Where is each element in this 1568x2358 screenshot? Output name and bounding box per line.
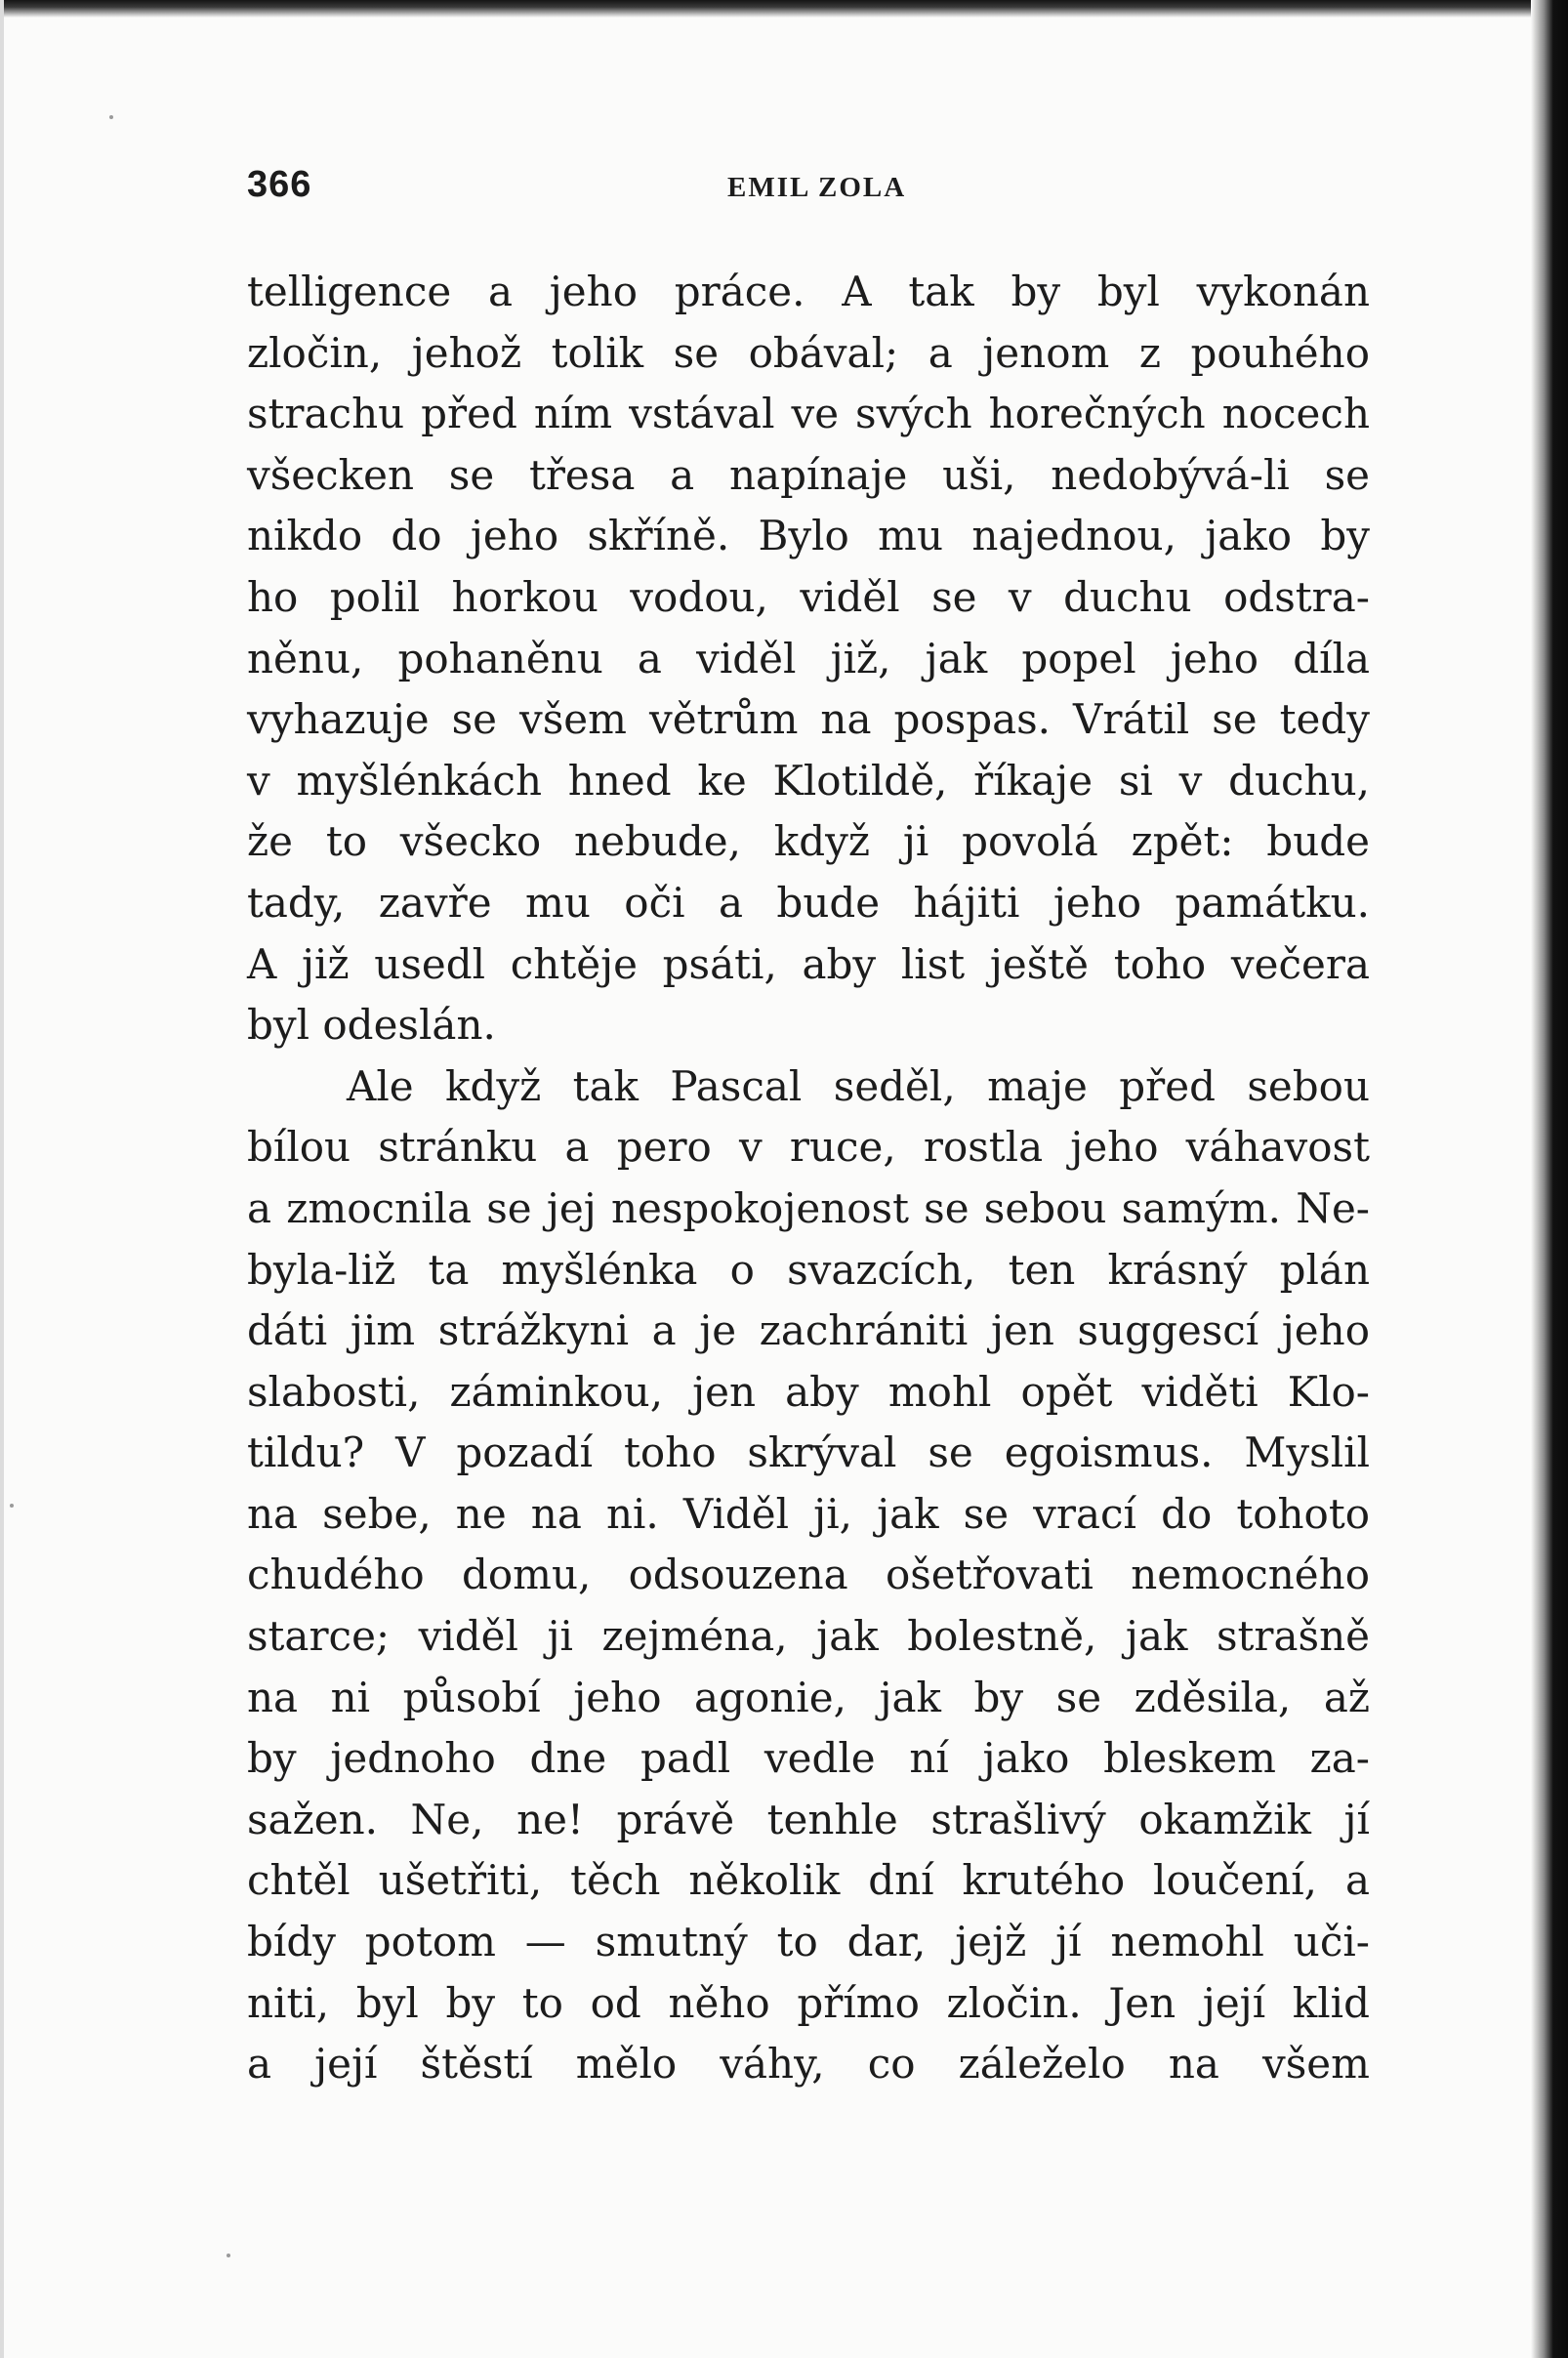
text-line: Ale když tak Pascal seděl, maje před sebou (347, 1061, 1370, 1110)
text-line: bídy potom — smutný to dar, jejž jí nemohl uči- (247, 1918, 1370, 1966)
text-line: by jednoho dne padl vedle ní jako bleskem za- (247, 1734, 1370, 1783)
text-line: na ni působí jeho agonie, jak by se zděsila, až (247, 1673, 1370, 1721)
text-line: chudého domu, odsouzena ošetřovati nemocného (247, 1551, 1370, 1599)
text-line: byla-liž ta myšlénka o svazcích, ten krásný plán (247, 1245, 1370, 1294)
scan-top-edge (0, 0, 1568, 18)
text-line: a její štěstí mělo váhy, co záleželo na všem (247, 2040, 1370, 2089)
text-line: ho polil horkou vodou, viděl se v duchu odstra- (247, 572, 1370, 621)
text-line: na sebe, ne na ni. Viděl ji, jak se vrací do tohoto (247, 1489, 1370, 1538)
text-line: sažen. Ne, ne! právě tenhle strašlivý okamžik jí (247, 1795, 1370, 1843)
text-line: v myšlénkách hned ke Klotildě, říkaje si v duchu, (247, 756, 1370, 805)
text-line: nikdo do jeho skříně. Bylo mu najednou, jako by (247, 512, 1370, 560)
paragraph-2 (247, 1056, 1370, 2095)
text-line: bílou stránku a pero v ruce, rostla jeho váhavost (247, 1123, 1370, 1172)
paragraph-1 (247, 262, 1370, 1056)
dust-speck (109, 115, 113, 119)
text-line: A již usedl chtěje psáti, aby list ještě toho večera (247, 939, 1370, 988)
scan-right-edge (1531, 0, 1568, 2358)
body-text (247, 262, 1370, 2095)
text-line: zločin, jehož tolik se obával; a jenom z pouhého (247, 328, 1370, 377)
text-line: tildu? V pozadí toho skrýval se egoismus. Myslil (247, 1428, 1370, 1477)
text-line: niti, byl by to od něho přímo zločin. Jen její klid (247, 1978, 1370, 2027)
text-line: všecken se třesa a napínaje uši, nedobývá-li se (247, 450, 1370, 499)
scan-left-edge (0, 0, 4, 2358)
text-line: chtěl ušetřiti, těch několik dní krutého loučení, a (247, 1856, 1370, 1905)
text-line: telligence a jeho práce. A tak by byl vykonán (247, 268, 1370, 315)
page-header (247, 164, 1370, 213)
page-number: 366 (247, 164, 312, 205)
text-line: tady, zavře mu oči a bude hájiti jeho památku. (247, 878, 1370, 927)
text-line: slabosti, záminkou, jen aby mohl opět viděti Klo- (247, 1367, 1370, 1416)
text-line: byl odeslán. (247, 1001, 496, 1050)
text-line: strachu před ním vstával ve svých horečných nocech (247, 390, 1370, 438)
running-head: EMIL ZOLA (727, 172, 907, 203)
text-line: vyhazuje se všem větrům na pospas. Vrátil se tedy (247, 695, 1370, 744)
text-line: a zmocnila se jej nespokojenost se sebou samým. Ne- (247, 1183, 1370, 1232)
text-line: starce; viděl ji zejména, jak bolestně, jak strašně (247, 1612, 1370, 1661)
text-line: něnu, pohaněnu a viděl již, jak popel jeho díla (247, 634, 1370, 683)
dust-speck (227, 2254, 230, 2257)
text-line: dáti jim strážkyni a je zachrániti jen suggescí jeho (247, 1306, 1370, 1355)
text-line: že to všecko nebude, když ji povolá zpět: bude (247, 817, 1370, 866)
dust-speck (10, 1504, 14, 1508)
